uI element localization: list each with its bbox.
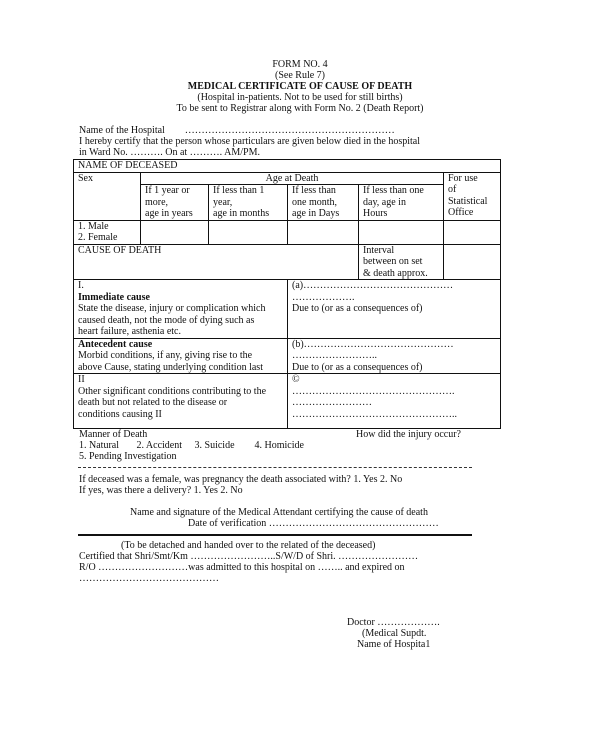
manner-options[interactable]: 1. Natural 2. Accident 3. Suicide 4. Homicide — [79, 440, 304, 451]
stat-office-cell — [444, 220, 501, 244]
name-of-deceased[interactable]: NAME OF DECEASED — [74, 160, 501, 173]
other-conditions-field[interactable]: © …………………………………………. …………………… ………………………………………….. — [288, 374, 501, 429]
certify-text: I hereby certify that the person whose particulars are given below died in the hospital — [79, 136, 420, 147]
manner-option-pending[interactable]: 5. Pending Investigation — [79, 451, 177, 462]
form-instruction: To be sent to Registrar along with Form No. 2 (Death Report) — [176, 103, 424, 114]
interval-header: Interval between on set & death approx. — [359, 244, 444, 280]
age-days-header: If less than one month, age in Days — [288, 185, 359, 221]
stat-office-header: For use of Statistical Office — [444, 172, 501, 220]
interval-cell — [444, 244, 501, 280]
sex-header: Sex — [74, 172, 141, 220]
detach-note: (To be detached and handed over to the related of the deceased) — [121, 540, 376, 551]
detach-line — [78, 534, 472, 536]
antecedent-cause-field[interactable]: (b)……………………………………… …………………….. Due to (or as a consequences of) — [288, 338, 501, 374]
ward-field[interactable]: in Ward No. ………. On at ………. AM/PM. — [79, 147, 260, 158]
hospital-name-sign: Name of Hospita1 — [357, 639, 431, 650]
form-title: MEDICAL CERTIFICATE OF CAUSE OF DEATH — [187, 81, 413, 92]
immediate-cause-field[interactable]: (a)……………………………………… ………………. Due to (or as a consequences of) — [288, 280, 501, 339]
age-years-header: If 1 year or more, age in years — [141, 185, 209, 221]
pregnancy-question[interactable]: If deceased was a female, was pregnancy the death associated with? 1. Yes 2. No — [79, 474, 403, 485]
injury-question[interactable]: How did the injury occur? — [356, 429, 461, 440]
signature-line[interactable]: Name and signature of the Medical Attendant certifying the cause of death — [130, 507, 428, 518]
antecedent-cause: Antecedent cause Morbid conditions, if any, giving rise to the above Cause, stating underlying condition last — [74, 338, 288, 374]
verification-date[interactable]: Date of verification …………………………………………… — [188, 518, 439, 529]
form-subtitle: (Hospital in-patients. Not to be used for still births) — [197, 92, 403, 103]
age-years-cell[interactable] — [141, 220, 209, 244]
medical-supdt: (Medical Supdt. — [362, 628, 427, 639]
expired-on-field[interactable]: …………………………………… — [79, 573, 219, 584]
other-conditions: II Other significant conditions contributing to the death but not related to the disease or conditions causing II — [74, 374, 288, 429]
delivery-question[interactable]: If yes, was there a delivery? 1. Yes 2. No — [79, 485, 243, 496]
form-number: FORM NO. 4 — [272, 59, 328, 70]
age-hours-cell[interactable] — [359, 220, 444, 244]
hospital-name-field[interactable]: Name of the Hospital ……………………………………………………… — [79, 125, 395, 136]
divider — [78, 467, 472, 468]
manner-label: Manner of Death — [79, 429, 148, 440]
immediate-cause: I. Immediate cause State the disease, injury or complication which caused death, not the mode of dying such as heart failure, asthenia etc. — [74, 280, 288, 339]
certified-line[interactable]: Certified that Shri/Smt/Km ……………………..S/W/D of Shri. …………………… — [79, 551, 419, 562]
cause-of-death-header: CAUSE OF DEATH — [74, 244, 359, 280]
sex-options[interactable]: 1. Male 2. Female — [74, 220, 141, 244]
age-days-cell[interactable] — [288, 220, 359, 244]
age-months-cell[interactable] — [209, 220, 288, 244]
age-hours-header: If less than one day, age in Hours — [359, 185, 444, 221]
age-at-death-header: Age at Death — [141, 172, 444, 185]
doctor-signature[interactable]: Doctor ………………. — [347, 617, 440, 628]
age-months-header: If less than 1 year, age in months — [209, 185, 288, 221]
rule: (See Rule 7) — [275, 70, 325, 81]
deceased-table — [73, 159, 501, 429]
residence-line[interactable]: R/O ………………………was admitted to this hospital on …….. and expired on — [79, 562, 405, 573]
